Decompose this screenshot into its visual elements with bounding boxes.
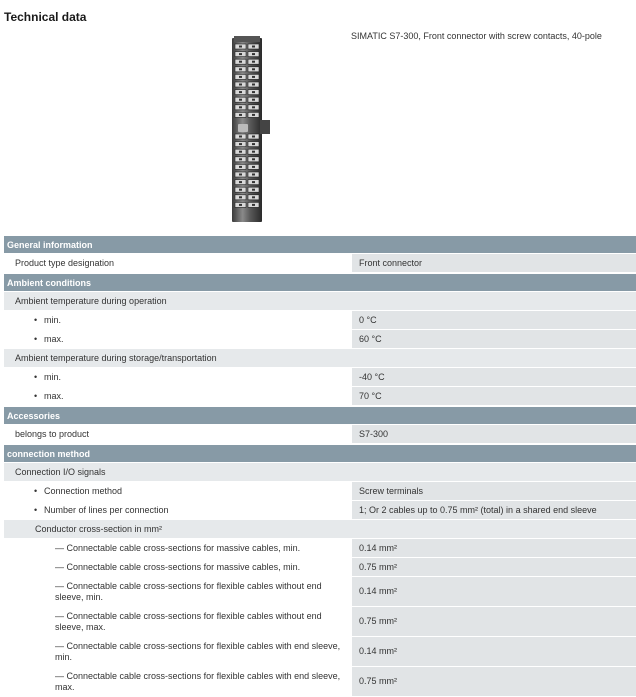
property-label: max. (44, 391, 64, 401)
terminal-screw (239, 76, 242, 78)
terminal-screw (252, 114, 255, 116)
property-label: — Connectable cable cross-sections for massive cables, min. (55, 543, 301, 553)
table-row (4, 311, 636, 330)
property-value: 0.14 mm² (352, 577, 636, 607)
table-row (4, 558, 636, 577)
terminal-screw (239, 204, 242, 206)
property-value: 0.14 mm² (352, 637, 636, 667)
section-header (4, 273, 636, 292)
subsection-row (4, 463, 636, 482)
terminal-screw (252, 204, 255, 206)
subsection-label: Connection I/O signals (4, 463, 636, 482)
terminal-screw (252, 99, 255, 101)
bullet-icon: • (34, 315, 38, 325)
property-label: max. (44, 334, 64, 344)
terminal-screw (239, 106, 242, 108)
section-header (4, 235, 636, 254)
terminal-screw (252, 106, 255, 108)
terminal-screw (239, 53, 242, 55)
terminal-screw (239, 189, 242, 191)
property-label: Connection method (44, 486, 123, 496)
terminal-screw (252, 196, 255, 198)
property-value: 0 °C (352, 311, 636, 330)
terminal-screw (252, 91, 255, 93)
bullet-icon: • (34, 486, 38, 496)
terminal-screw (252, 143, 255, 145)
property-label: — Connectable cable cross-sections for flexible cables without end sleeve, max. (55, 610, 322, 632)
bullet-icon: • (34, 391, 38, 401)
table-row (4, 425, 636, 445)
table-row (4, 482, 636, 501)
terminal-screw (239, 99, 242, 101)
terminal-screw (239, 166, 242, 168)
property-cell (4, 501, 352, 520)
property-cell (4, 330, 352, 349)
section-title: connection method (4, 444, 636, 463)
product-description: SIMATIC S7-300, Front connector with screw contacts, 40-pole (351, 31, 602, 41)
property-label: min. (44, 372, 62, 382)
terminal-screw (252, 68, 255, 70)
terminal-screw (239, 61, 242, 63)
property-cell (4, 311, 352, 330)
property-value: 1; Or 2 cables up to 0.75 mm² (total) in a shared end sleeve (352, 501, 636, 520)
table-row (4, 368, 636, 387)
table-row (4, 539, 636, 558)
subsection-row (4, 520, 636, 539)
page-title: Technical data (4, 10, 87, 24)
property-cell (4, 637, 352, 667)
terminal-screw (239, 143, 242, 145)
property-value: 0.75 mm² (352, 667, 636, 697)
table-row (4, 387, 636, 407)
subsection-row (4, 349, 636, 368)
subsection-label: Ambient temperature during operation (4, 292, 636, 311)
terminal-screw (252, 174, 255, 176)
terminal-screw (239, 114, 242, 116)
terminal-screw (252, 84, 255, 86)
subsection-row (4, 292, 636, 311)
section-header (4, 406, 636, 425)
property-cell (4, 539, 352, 558)
property-cell (4, 482, 352, 501)
table-row (4, 330, 636, 349)
table-row (4, 667, 636, 697)
terminal-screw (252, 181, 255, 183)
property-value: 0.75 mm² (352, 558, 636, 577)
property-cell (4, 607, 352, 637)
property-label: belongs to product (15, 429, 90, 439)
terminal-screw (252, 46, 255, 48)
terminal-screw (239, 181, 242, 183)
property-label: — Connectable cable cross-sections for massive cables, min. (55, 562, 301, 572)
section-header (4, 444, 636, 463)
property-value: 70 °C (352, 387, 636, 407)
terminal-screw (239, 91, 242, 93)
section-title: Accessories (4, 406, 636, 425)
property-cell (4, 254, 352, 274)
technical-data-table (4, 234, 636, 697)
front-connector-product-image (226, 36, 272, 224)
terminal-screw (252, 166, 255, 168)
bullet-icon: • (34, 372, 38, 382)
property-label: — Connectable cable cross-sections for flexible cables without end sleeve, min. (55, 580, 322, 602)
property-cell (4, 558, 352, 577)
terminal-screw (239, 158, 242, 160)
bullet-icon: • (34, 505, 38, 515)
table-row (4, 607, 636, 637)
section-title: General information (4, 235, 636, 254)
property-label: min. (44, 315, 62, 325)
property-cell (4, 387, 352, 407)
section-title: Ambient conditions (4, 273, 636, 292)
table-row (4, 637, 636, 667)
subsection-label: Ambient temperature during storage/transportation (4, 349, 636, 368)
subsection-label: Conductor cross-section in mm² (4, 520, 636, 539)
property-value: -40 °C (352, 368, 636, 387)
terminal-screw (239, 68, 242, 70)
terminal-screw (239, 84, 242, 86)
terminal-screw (252, 189, 255, 191)
terminal-screw (239, 174, 242, 176)
terminal-screw (252, 151, 255, 153)
property-value: 0.14 mm² (352, 539, 636, 558)
terminal-screw (239, 196, 242, 198)
property-label: Product type designation (15, 258, 115, 268)
terminal-screw (239, 151, 242, 153)
terminal-screw (239, 136, 242, 138)
terminal-screw (252, 76, 255, 78)
terminal-screw (252, 61, 255, 63)
property-cell (4, 667, 352, 697)
property-value: S7-300 (352, 425, 636, 445)
bullet-icon: • (34, 334, 38, 344)
property-value: Front connector (352, 254, 636, 274)
property-cell (4, 368, 352, 387)
property-label: — Connectable cable cross-sections for flexible cables with end sleeve, min. (55, 640, 341, 662)
terminal-screw (239, 46, 242, 48)
terminal-screw (252, 53, 255, 55)
terminal-screw (252, 136, 255, 138)
property-cell (4, 425, 352, 445)
property-value: 60 °C (352, 330, 636, 349)
table-row (4, 501, 636, 520)
property-value: 0.75 mm² (352, 607, 636, 637)
table-row (4, 254, 636, 274)
terminal-screw (252, 158, 255, 160)
property-label: Number of lines per connection (44, 505, 169, 515)
property-value: Screw terminals (352, 482, 636, 501)
property-label: — Connectable cable cross-sections for flexible cables with end sleeve, max. (55, 670, 341, 692)
table-row (4, 577, 636, 607)
property-cell (4, 577, 352, 607)
